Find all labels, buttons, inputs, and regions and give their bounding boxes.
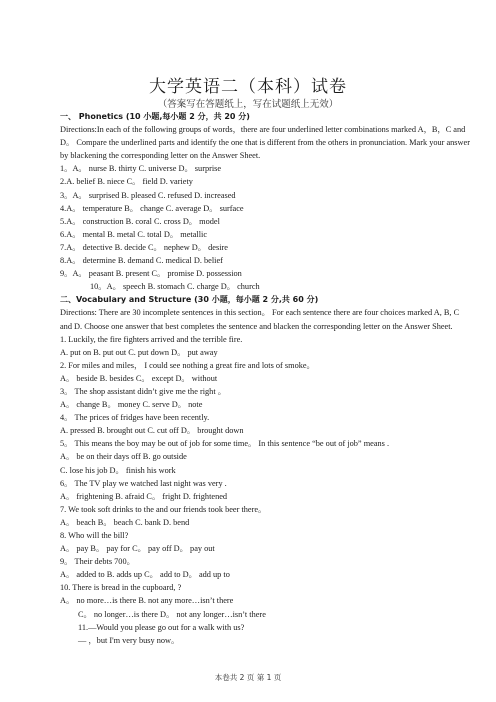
- question-line: 7. We took soft drinks to the and our friends took beer there。: [60, 504, 267, 514]
- question-line: 1。A。 nurse B. thirty C. universe D。 surprise: [60, 164, 222, 174]
- question-line: 3。 The shop assistant didn’t give me the right 。: [60, 386, 226, 396]
- question-line: A。 be on their days off B. go outside: [60, 452, 187, 462]
- question-line: 1. Luckily, the fire fighters arrived and the terrible fire.: [60, 334, 243, 344]
- question-line: 4。 The prices of fridges have been recently.: [60, 413, 210, 423]
- question-line: 10. There is bread in the cupboard, ?: [60, 583, 182, 593]
- question-line: 9。 Their debts 700。: [60, 557, 135, 567]
- section2-directions: Directions: There are 30 incomplete sentences in this section。 For each sentence there are four choices marked A, B, C and D. Choose one answer that best completes the sentence and blacken the corresponding letter on the Answer Sheet.: [60, 308, 460, 331]
- question-line: 5.A。 construction B. coral C. cross D。 model: [60, 216, 220, 226]
- question-line: A. pressed B. brought out C. cut off D。 brought down: [60, 426, 244, 436]
- question-line: 8. Who will the bill?: [60, 531, 129, 540]
- question-line: 7.A。 detective B. decide C。 nephew D。 desire: [60, 242, 228, 252]
- page-title: 大学英语二（本科）试卷: [149, 77, 347, 97]
- question-line: A。 change B。 money C. serve D。 note: [60, 400, 203, 410]
- section1-heading: 一、 Phonetics (10 小题,每小题 2 分，共 20 分): [60, 112, 250, 121]
- question-line: 9。A。 peasant B. present C。 promise D. possession: [60, 269, 242, 279]
- question-line: 6.A。 mental B. metal C. total D。 metallic: [60, 229, 208, 239]
- exam-content: [60, 110, 472, 647]
- question-line: A。 no more…is there B. not any more…isn’t there: [60, 596, 234, 606]
- question-line: 3。A。 surprised B. pleased C. refused D. increased: [60, 190, 236, 200]
- question-line: A。 pay B。 pay for C。 pay off D。 pay out: [60, 544, 215, 554]
- question-line: 10。A。 speech B. stomach C. charge D。 church: [90, 282, 260, 292]
- question-line: A。 added to B. adds up C。 add to D。 add up to: [60, 570, 230, 580]
- question-line: 5。 This means the boy may be out of job for some time。 In this sentence “be out of job” means .: [60, 439, 390, 449]
- question-line: 2. For miles and miles， I could see nothing a great fire and lots of smoke。: [60, 360, 315, 370]
- question-line: C。 no longer…is there D。 not any longer…isn’t there: [78, 609, 266, 619]
- question-line: 8.A。 determine B. demand C. medical D. belief: [60, 256, 223, 266]
- question-line: A. put on B. put out C. put down D。 put away: [60, 347, 218, 357]
- question-line: 4.A。 temperature B。 change C. average D。 surface: [60, 203, 244, 213]
- page-footer: 本卷共 2 页 第 1 页: [214, 673, 282, 682]
- question-line: 6。 The TV play we watched last night was very .: [60, 478, 227, 488]
- question-line: A。 frightening B. afraid C。 fright D. frightened: [60, 491, 228, 501]
- section2-heading: 二、Vocabulary and Structure (30 小题，每小题 2 分,共 60 分): [60, 295, 319, 305]
- question-line: C. lose his job D。 finish his work: [60, 465, 176, 475]
- question-line: A。 beach B。 beach C. bank D. bend: [60, 517, 190, 527]
- page-subtitle: （答案写在答题纸上，写在试题纸上无效）: [157, 99, 339, 110]
- question-line: 2.A. belief B. niece C。 field D. variety: [60, 177, 193, 187]
- section1-directions: Directions:In each of the following groups of words，there are four underlined letter combinations marked A，B，C and D。 Compare the underlined parts and identify the one that is different from the others in pronunciation. Mark your answer by blackening the corresponding letter on the Answer Sheet.: [60, 125, 470, 161]
- question-line: A。 beside B. besides C。 except D。 without: [60, 373, 218, 383]
- question-line: 11.—Would you please go out for a walk with us?: [78, 622, 245, 632]
- question-line: — ，but I'm very busy now。: [78, 635, 180, 645]
